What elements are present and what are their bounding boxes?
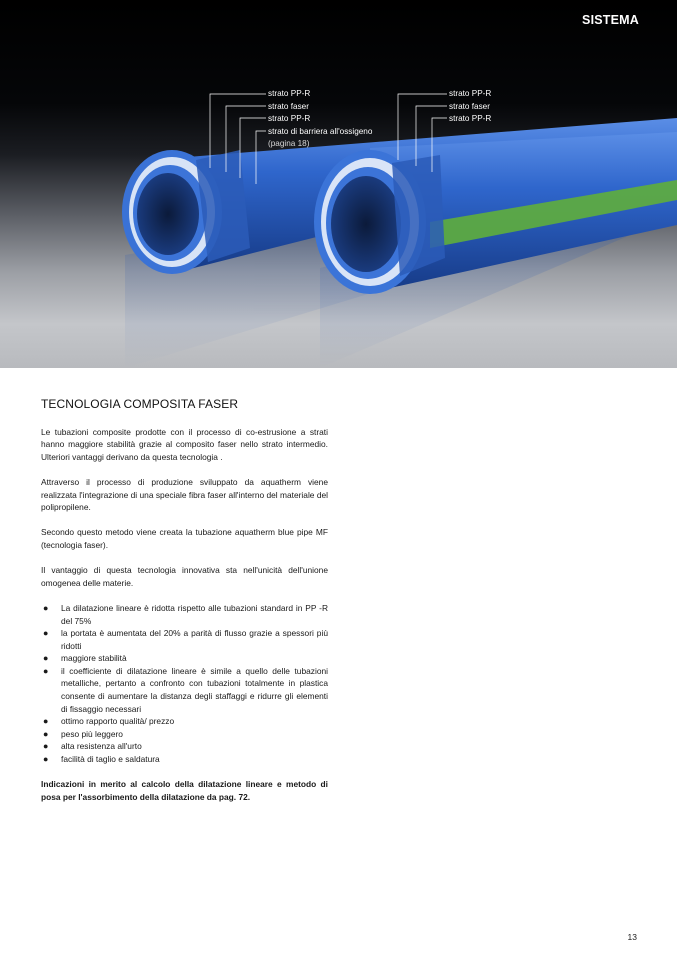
reference-note: Indicazioni in merito al calcolo della dilatazione lineare e metodo di posa per l'assorbimento della dilatazione da pag. 72. bbox=[41, 779, 328, 802]
right-pipe-layer-labels bbox=[449, 88, 491, 126]
list-item: ● ottimo rapporto qualità/ prezzo bbox=[43, 716, 175, 727]
list-item: ● il coefficiente di dilatazione lineare è simile a quello delle tubazioni metalliche, pertanto a confronto con tubazioni totalmente in plastica consente di aumentare la distanza degli staffaggi e ridurre gli elementi di fissaggio necessari bbox=[43, 665, 328, 714]
bullet-icon: ● bbox=[43, 716, 49, 727]
layer-label: strato faser bbox=[268, 101, 309, 111]
layer-label: strato di barriera all'ossigeno bbox=[268, 126, 373, 136]
list-item: ● alta resistenza all'urto bbox=[43, 741, 142, 752]
paragraph: Le tubazioni composite prodotte con il processo di co-estrusione a strati hanno maggiore stabilità grazie al composito faser nello strato intermedio. Ulteriori vantaggi derivano da questa tecnologia . bbox=[41, 426, 328, 462]
page-reference: (pagina 18) bbox=[268, 139, 310, 149]
bullet-icon: ● bbox=[43, 602, 49, 613]
bullet-icon: ● bbox=[43, 653, 49, 664]
article bbox=[41, 398, 328, 816]
left-pipe-layer-labels bbox=[268, 88, 372, 151]
paragraph: Il vantaggio di questa tecnologia innovativa sta nell'unicità dell'unione omogenea delle materie. bbox=[41, 565, 328, 588]
bullet-icon: ● bbox=[43, 728, 49, 739]
bullet-icon: ● bbox=[43, 741, 49, 752]
layer-label: strato PP-R bbox=[449, 89, 492, 98]
bullet-icon: ● bbox=[43, 754, 49, 765]
bullet-icon: ● bbox=[43, 628, 49, 639]
paragraph: Attraverso il processo di produzione sviluppato da aquatherm viene realizzata l'integrazione di una speciale fibra faser all'interno del materiale del polipropilene. bbox=[41, 476, 328, 513]
advantages-list bbox=[41, 602, 328, 766]
paragraph: Secondo questo metodo viene creata la tubazione aquatherm blue pipe MF (tecnologia faser). bbox=[41, 527, 328, 550]
list-item: ● la portata è aumentata del 20% a parità di flusso grazie a spessori più ridotti bbox=[43, 628, 328, 651]
bullet-icon: ● bbox=[43, 665, 49, 676]
list-item: ● facilità di taglio e saldatura bbox=[43, 754, 160, 765]
page-number: 13 bbox=[627, 932, 637, 942]
list-item: ● La dilatazione lineare è ridotta rispetto alle tubazioni standard in PP -R del 75% bbox=[43, 602, 328, 626]
list-item: ● maggiore stabilità bbox=[43, 653, 127, 664]
layer-label: strato PP-R bbox=[449, 114, 492, 124]
section-title: SISTEMA bbox=[582, 13, 639, 27]
pipe-illustration bbox=[0, 0, 677, 368]
layer-label: strato PP-R bbox=[268, 89, 311, 98]
list-item: ● peso più leggero bbox=[43, 728, 123, 739]
pipe-photo bbox=[0, 0, 677, 368]
layer-label: strato PP-R bbox=[268, 114, 311, 124]
article-title: TECNOLOGIA COMPOSITA FASER bbox=[41, 397, 239, 411]
layer-label: strato faser bbox=[449, 101, 490, 111]
